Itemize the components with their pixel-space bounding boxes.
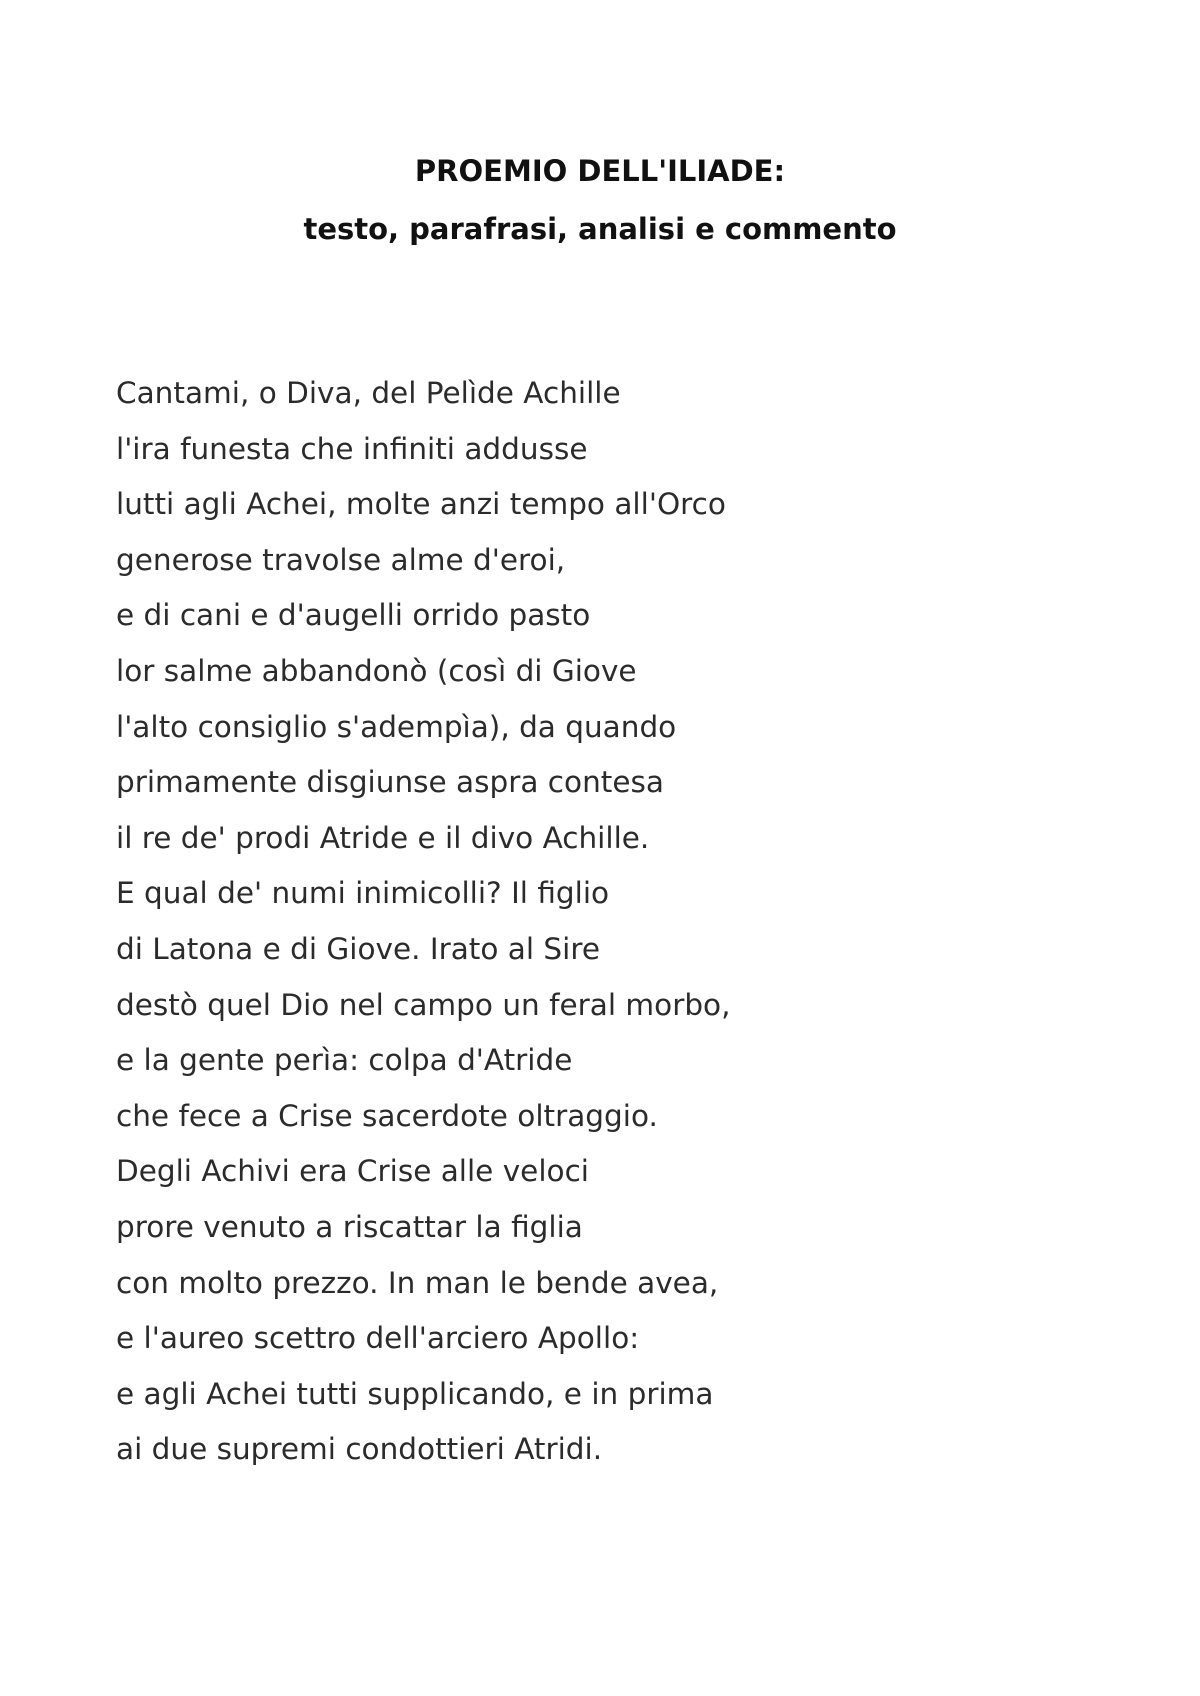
verse-line: E qual de' numi inimicolli? Il figlio (116, 876, 610, 911)
title-block (0, 142, 1200, 258)
verse-line: destò quel Dio nel campo un feral morbo, (116, 987, 731, 1022)
verse-line: e di cani e d'augelli orrido pasto (116, 598, 591, 633)
verse-line: Cantami, o Diva, del Pelìde Achille (116, 376, 621, 410)
verse-line: di Latona e di Giove. Irato al Sire (116, 931, 600, 966)
verse-line: lutti agli Achei, molte anzi tempo all'Orco (116, 487, 726, 522)
verse-line: generose travolse alme d'eroi, (116, 542, 566, 577)
verse-line: e l'aureo scettro dell'arciero Apollo: (116, 1321, 640, 1356)
verse-line: e la gente perìa: colpa d'Atride (116, 1043, 573, 1078)
document-subtitle: testo, parafrasi, analisi e commento (303, 212, 897, 246)
verse-line: prore venuto a riscattar la figlia (116, 1209, 583, 1244)
verse-line: lor salme abbandonò (così di Giove (116, 653, 637, 688)
verse-line: primamente disgiunse aspra contesa (116, 765, 664, 800)
verse-line: e agli Achei tutti supplicando, e in prima (116, 1376, 714, 1411)
verse-line: il re de' prodi Atride e il divo Achille. (116, 820, 650, 855)
verse-line: ai due supremi condottieri Atridi. (116, 1432, 603, 1467)
document-title: PROEMIO DELL'ILIADE: (414, 154, 786, 188)
verse-line: con molto prezzo. In man le bende avea, (116, 1265, 719, 1300)
verse-line: che fece a Crise sacerdote oltraggio. (116, 1098, 658, 1133)
verse-line: Degli Achivi era Crise alle veloci (116, 1154, 589, 1189)
verse-line: l'ira funesta che infiniti addusse (116, 431, 588, 466)
verse-line: l'alto consiglio s'adempìa), da quando (116, 709, 677, 744)
poem-text (116, 366, 1116, 1478)
